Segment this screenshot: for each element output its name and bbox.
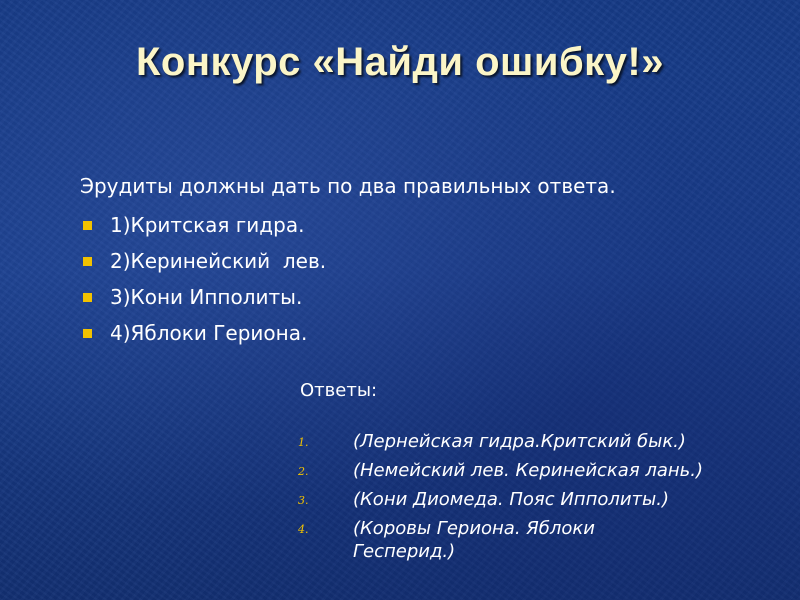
item-text: 2)Керинейский лев. <box>110 249 327 273</box>
question-list <box>83 207 326 351</box>
list-item <box>83 243 326 279</box>
square-bullet-icon <box>83 221 92 230</box>
answer-number: 4. <box>298 523 309 536</box>
square-bullet-icon <box>83 329 92 338</box>
intro-text: Эрудиты должны дать по два правильных ответа. <box>80 174 616 198</box>
answer-item <box>298 430 768 453</box>
square-bullet-icon <box>83 257 92 266</box>
list-item <box>83 207 326 243</box>
square-bullet-icon <box>83 293 92 302</box>
answer-item <box>298 517 768 563</box>
list-item <box>83 279 326 315</box>
answer-number: 3. <box>298 494 309 507</box>
answer-item <box>298 488 768 511</box>
answer-number: 2. <box>298 465 309 478</box>
answers-list <box>298 430 768 569</box>
item-text: 4)Яблоки Гериона. <box>110 321 308 345</box>
answer-text: (Коровы Гериона. Яблоки Гесперид.) <box>353 518 595 562</box>
answer-item <box>298 459 768 482</box>
list-item <box>83 315 326 351</box>
answer-text: (Немейский лев. Керинейская лань.) <box>353 460 704 481</box>
answers-heading: Ответы: <box>300 380 378 401</box>
answer-number: 1. <box>298 436 309 449</box>
answer-text: (Лернейская гидра.Критский бык.) <box>353 431 686 452</box>
answer-text: (Кони Диомеда. Пояс Ипполиты.) <box>353 489 670 510</box>
item-text: 3)Кони Ипполиты. <box>110 285 303 309</box>
slide-title: Конкурс «Найди ошибку!» <box>135 40 664 84</box>
item-text: 1)Критская гидра. <box>110 213 305 237</box>
